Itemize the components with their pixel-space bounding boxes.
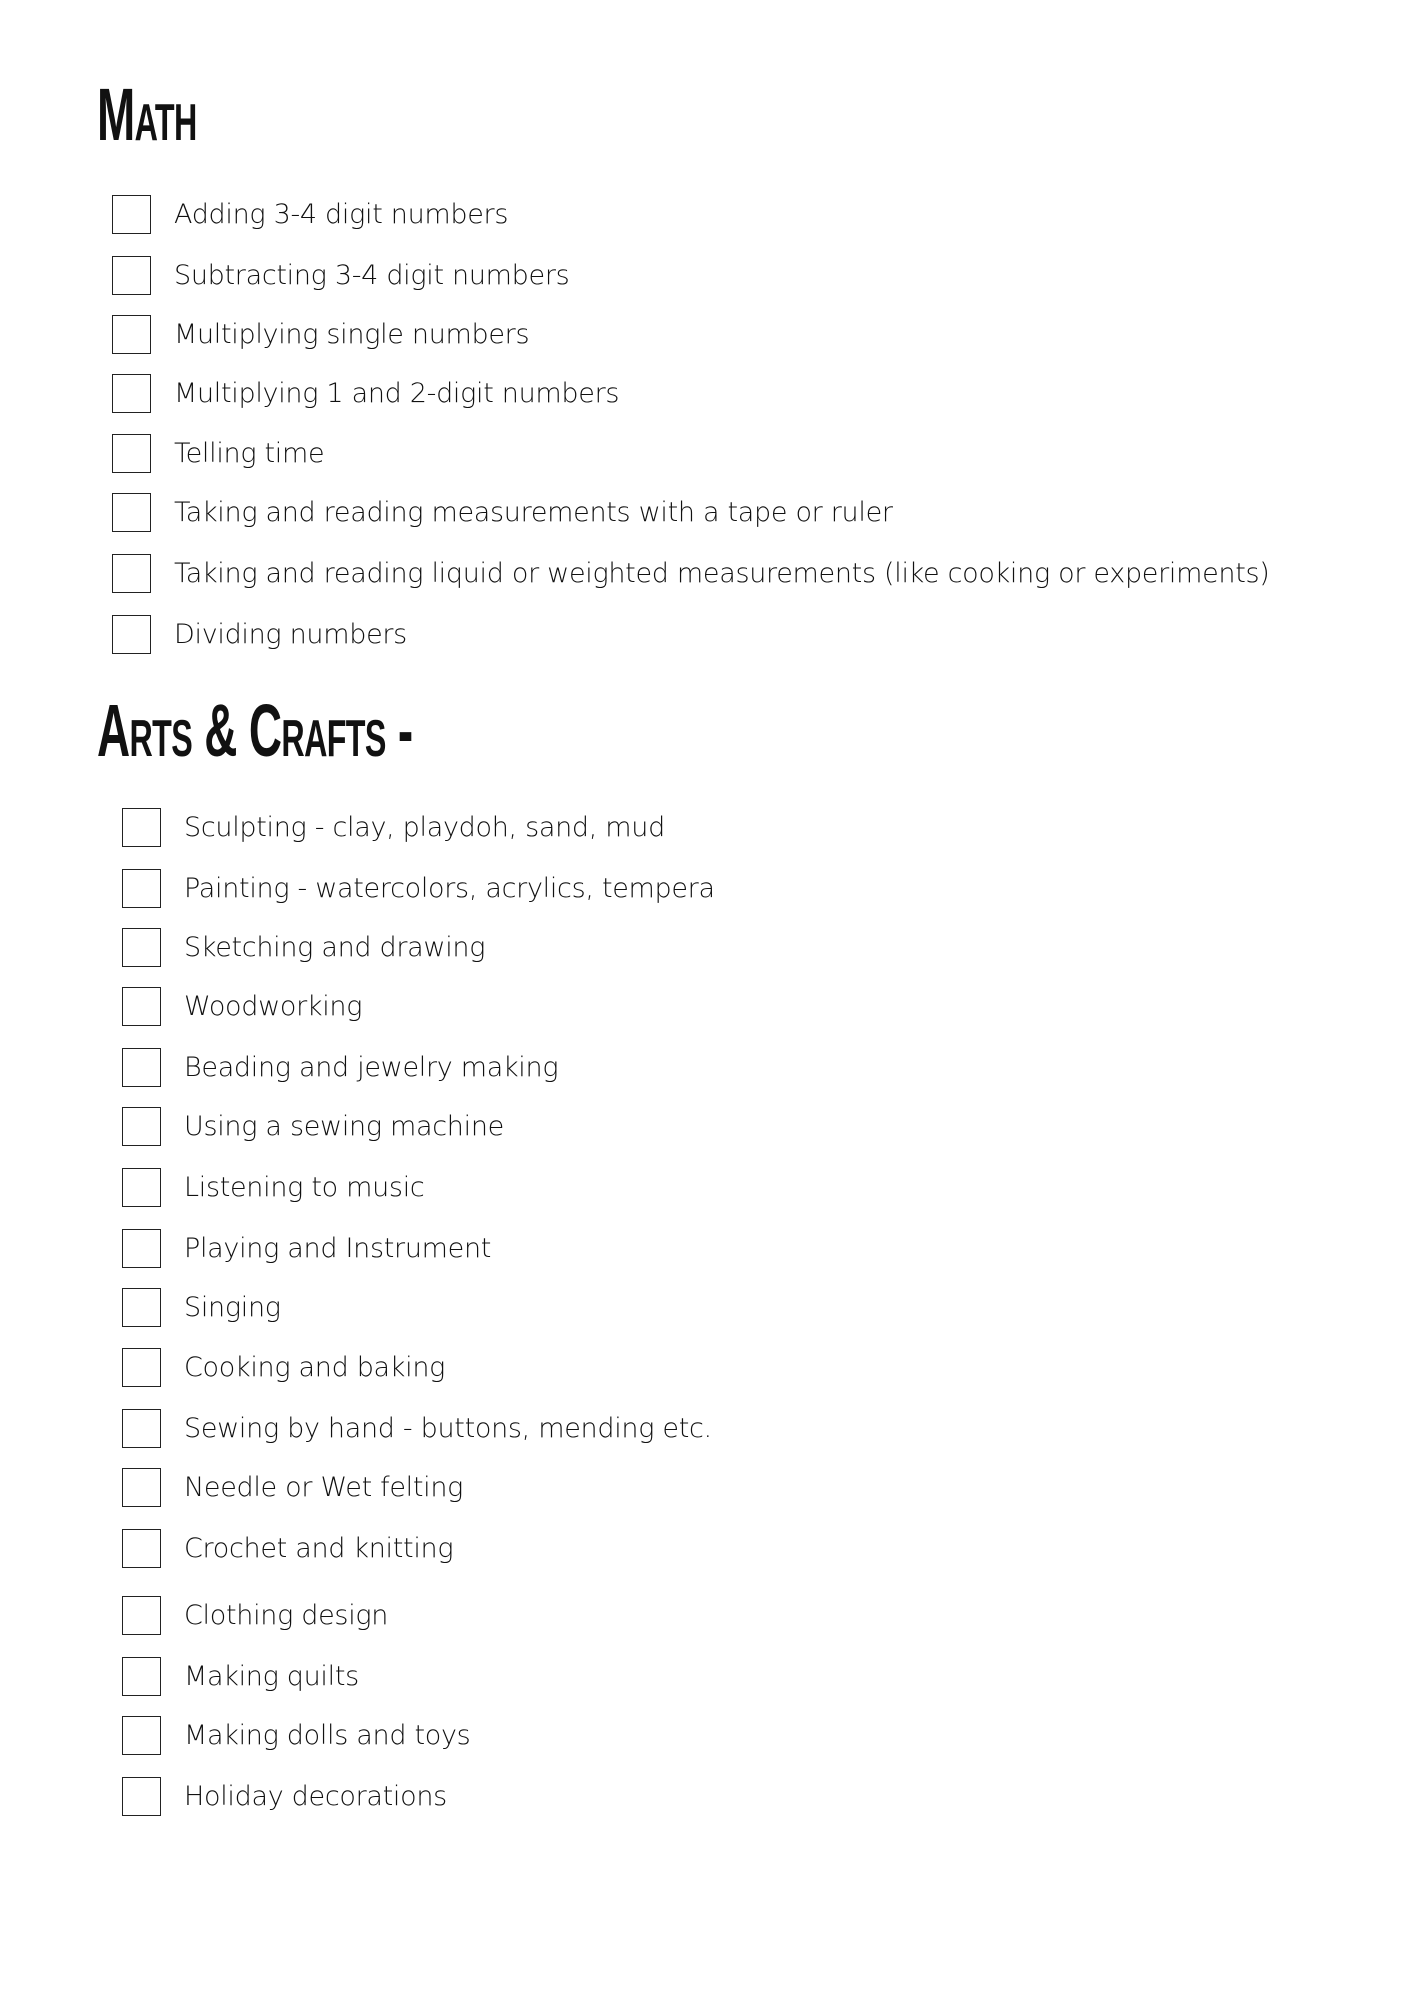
checkbox[interactable] <box>122 1529 161 1568</box>
arts-item-label: Making quilts <box>184 1660 359 1692</box>
arts-item-label: Sculpting - clay, playdoh, sand, mud <box>184 811 665 843</box>
checkbox[interactable] <box>112 615 151 654</box>
math-item-telling-time <box>112 431 324 475</box>
checkbox[interactable] <box>122 808 161 847</box>
arts-item-label: Cooking and baking <box>184 1351 446 1383</box>
arts-item-instrument <box>122 1226 491 1270</box>
arts-section-title: Arts & Crafts - <box>97 689 413 772</box>
checkbox[interactable] <box>112 434 151 473</box>
arts-item-crochet <box>122 1526 453 1570</box>
arts-item-singing <box>122 1285 281 1329</box>
arts-item-quilts <box>122 1654 359 1698</box>
checkbox[interactable] <box>122 928 161 967</box>
arts-item-label: Singing <box>184 1291 281 1323</box>
arts-item-label: Using a sewing machine <box>184 1110 504 1142</box>
checkbox[interactable] <box>122 1288 161 1327</box>
checkbox[interactable] <box>112 315 151 354</box>
arts-item-label: Painting - watercolors, acrylics, tempera <box>184 872 715 904</box>
arts-item-label: Playing and Instrument <box>184 1232 492 1264</box>
math-item-liquid-measurements <box>112 551 1270 595</box>
checkbox[interactable] <box>112 256 151 295</box>
checkbox[interactable] <box>112 195 151 234</box>
arts-item-beading <box>122 1045 558 1089</box>
math-section-title: Math <box>97 73 197 156</box>
checkbox[interactable] <box>122 1468 161 1507</box>
arts-item-dolls-toys <box>122 1713 470 1757</box>
checkbox[interactable] <box>122 1777 161 1816</box>
arts-item-sculpting <box>122 805 665 849</box>
math-item-multiplying-digits <box>112 371 619 415</box>
arts-item-sewing-machine <box>122 1104 504 1148</box>
arts-item-sketching <box>122 925 485 969</box>
arts-item-cooking <box>122 1345 445 1389</box>
arts-item-woodworking <box>122 984 362 1028</box>
checkbox[interactable] <box>122 1716 161 1755</box>
arts-item-label: Needle or Wet felting <box>184 1471 464 1503</box>
math-item-label: Taking and reading liquid or weighted measurements (like cooking or experiments) <box>174 557 1270 589</box>
arts-item-label: Beading and jewelry making <box>184 1051 559 1083</box>
arts-item-label: Crochet and knitting <box>184 1532 454 1564</box>
checkbox[interactable] <box>112 374 151 413</box>
arts-item-label: Making dolls and toys <box>184 1719 471 1751</box>
checkbox[interactable] <box>112 554 151 593</box>
math-item-label: Taking and reading measurements with a tape or ruler <box>174 496 893 528</box>
arts-item-label: Clothing design <box>184 1599 389 1631</box>
arts-item-holiday-decorations <box>122 1774 447 1818</box>
arts-item-label: Listening to music <box>184 1171 425 1203</box>
math-item-label: Telling time <box>174 437 325 469</box>
arts-item-felting <box>122 1465 463 1509</box>
math-item-tape-measurements <box>112 490 893 534</box>
arts-item-label: Sewing by hand - buttons, mending etc. <box>184 1412 712 1444</box>
arts-item-label: Sketching and drawing <box>184 931 486 963</box>
checkbox[interactable] <box>122 1596 161 1635</box>
math-item-label: Adding 3-4 digit numbers <box>174 198 509 230</box>
checkbox[interactable] <box>122 1229 161 1268</box>
math-item-adding <box>112 192 508 236</box>
arts-item-listening-music <box>122 1165 424 1209</box>
arts-item-clothing-design <box>122 1593 388 1637</box>
arts-item-label: Woodworking <box>184 990 363 1022</box>
checkbox[interactable] <box>122 1409 161 1448</box>
checkbox[interactable] <box>112 493 151 532</box>
checkbox[interactable] <box>122 869 161 908</box>
checkbox[interactable] <box>122 1168 161 1207</box>
math-item-label: Multiplying 1 and 2-digit numbers <box>174 377 620 409</box>
math-item-label: Multiplying single numbers <box>174 318 530 350</box>
arts-item-painting <box>122 866 715 910</box>
math-item-label: Dividing numbers <box>174 618 407 650</box>
arts-item-label: Holiday decorations <box>184 1780 447 1812</box>
checkbox[interactable] <box>122 1657 161 1696</box>
checkbox[interactable] <box>122 1348 161 1387</box>
checkbox[interactable] <box>122 987 161 1026</box>
arts-item-sewing-hand <box>122 1406 712 1450</box>
math-item-multiplying-single <box>112 312 529 356</box>
math-item-label: Subtracting 3-4 digit numbers <box>174 259 570 291</box>
math-item-dividing <box>112 612 407 656</box>
checkbox[interactable] <box>122 1048 161 1087</box>
checkbox[interactable] <box>122 1107 161 1146</box>
math-item-subtracting <box>112 253 569 297</box>
